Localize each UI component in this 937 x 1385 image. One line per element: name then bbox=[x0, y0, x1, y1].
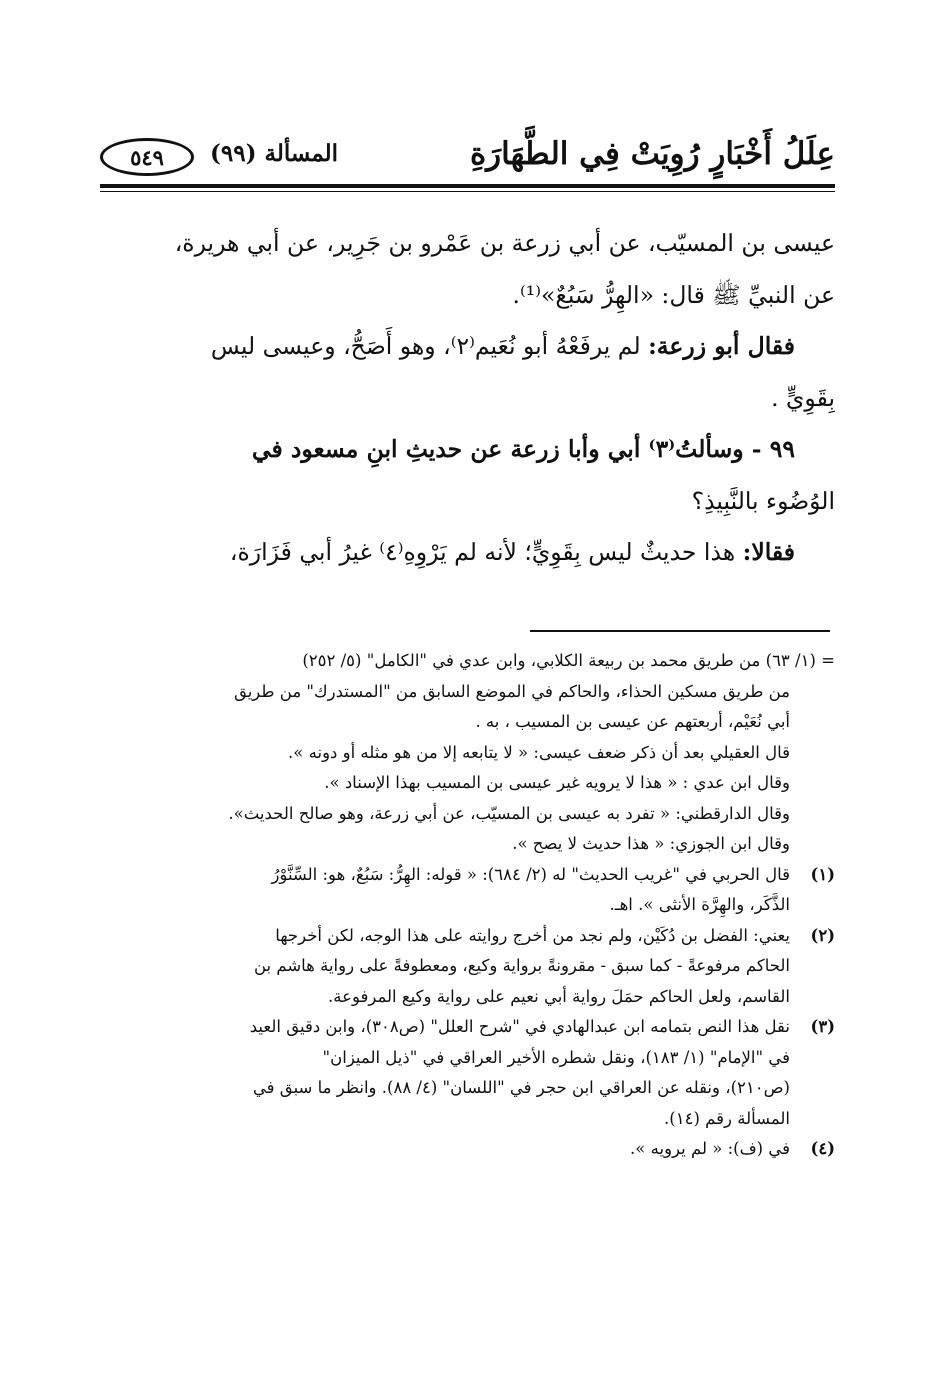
footnote-continuation-line: من طريق مسكين الحذاء، والحاكم في الموضع السابق من "المستدرك" من طريق bbox=[233, 681, 790, 701]
main-line: بِقَوِيٍّ . bbox=[771, 383, 835, 412]
footnote-continuation-line: وقال الدارقطني: « تفرد به عيسى بن المسيّب، عن أبي زرعة، وهو صالح الحديث». bbox=[228, 803, 790, 823]
question-99-continuation: الوُضُوء بالنَّبِيذِ؟ bbox=[691, 486, 835, 515]
page-number: ٥٤٩ bbox=[130, 144, 164, 170]
footnote-number: (٣) bbox=[810, 1017, 835, 1036]
footnote-number: (٤) bbox=[810, 1139, 835, 1158]
main-line: عن النبيِّ ﷺ قال: «الهِرُّ سَبُعٌ»⁽¹⁾. bbox=[512, 280, 835, 309]
footnote-continuation-line: = (١/ ٦٣) من طريق محمد بن ربيعة الكلابي، وابن عدي في "الكامل" (٥/ ٢٥٢) bbox=[302, 651, 835, 670]
footnote-number: (٢) bbox=[810, 925, 835, 945]
footnote-text: الذَّكَر، والهِرَّة الأنثى ». اهـ. bbox=[609, 895, 790, 914]
footnote-text: في (ف): « لم يرويه ». bbox=[630, 1139, 790, 1158]
main-text bbox=[110, 218, 835, 579]
footnote-3 bbox=[100, 1012, 835, 1043]
page-header bbox=[100, 128, 835, 180]
answer-line bbox=[110, 527, 835, 579]
book-title: عِلَلُ أَخْبَارٍ رُوِيَتْ فِي الطَّهَارَةِ bbox=[469, 136, 835, 172]
footnote-continuation-line: وقال ابن الجوزي: « هذا حديث لا يصح ». bbox=[512, 834, 790, 853]
main-line: عيسى بن المسيّب، عن أبي زرعة بن عَمْرو بن جَرِير، عن أبي هريرة، bbox=[174, 229, 835, 257]
footnote-text: الحاكم مرفوعةً - كما سبق - مقرونةً برواية وكيع، ومعطوفةً على رواية هاشم بن bbox=[253, 956, 790, 975]
statement-text: لم يرفَعْهُ أبو نُعَيم⁽٢⁾، وهو أَصَحُّ، وعيسى ليس bbox=[210, 332, 649, 360]
abu-zura-statement bbox=[110, 321, 835, 373]
issue-label: المسألة (٩٩) bbox=[210, 140, 339, 167]
footnote-1 bbox=[100, 860, 835, 891]
footnote-text: القاسم، ولعل الحاكم حمَلَ رواية أبي نعيم على رواية وكيع المرفوعة. bbox=[328, 986, 790, 1006]
footnote-text: يعني: الفضل بن دُكَيْن، ولم نجد من أخرج روايته على هذا الوجه، لكن أخرجها bbox=[275, 925, 790, 945]
header-rule-thick bbox=[100, 184, 835, 188]
footnote-text: في "الإمام" (١/ ١٨٣)، ونقل شطره الأخير العراقي في "ذيل الميزان" bbox=[322, 1047, 790, 1067]
footnote-2 bbox=[100, 921, 835, 952]
answer-text: هذا حديثٌ ليس بِقَوِيٍّ؛ لأنه لم يَرْوِهِ⁽٤⁾ غيرُ أبي فَزَارَة، bbox=[229, 538, 743, 566]
question-99-heading: ٩٩ - وسألتُ⁽٣⁾ أبي وأبا زرعة عن حديثِ ابنِ مسعود في bbox=[251, 435, 795, 463]
answer-label: فقالا: bbox=[742, 538, 795, 566]
footnote-text: (ص٢١٠)، ونقله عن العراقي ابن حجر في "اللسان" (٤/ ٨٨). وانظر ما سبق في bbox=[252, 1078, 790, 1097]
footnote-number: (١) bbox=[810, 864, 835, 884]
footnote-text: نقل هذا النص بتمامه ابن عبدالهادي في "شرح العلل" (ص٣٠٨)، وابن دقيق العيد bbox=[249, 1017, 790, 1036]
footnote-continuation-line: وقال ابن عدي : « هذا لا يرويه غير عيسى بن المسيب بهذا الإسناد ». bbox=[324, 773, 790, 792]
footnotes bbox=[100, 646, 835, 1165]
footnote-text: قال الحربي في "غريب الحديث" له (٢/ ٦٨٤): « قوله: الهِرُّ: سَبُعٌ، هو: السِّنَّوْرُ bbox=[271, 864, 790, 884]
footnote-continuation-line: قال العقيلي بعد أن ذكر ضعف عيسى: « لا يتابعه إلا من هو مثله أو دونه ». bbox=[288, 742, 790, 762]
header-rule-thin bbox=[100, 191, 835, 192]
speaker-label: فقال أبو زرعة: bbox=[648, 332, 795, 360]
footnote-text: المسألة رقم (١٤). bbox=[664, 1108, 790, 1128]
footnote-continuation-line: أبي نُعَيْم، أربعتهم عن عيسى بن المسيب ، به . bbox=[475, 712, 790, 731]
page-number-badge bbox=[100, 138, 194, 176]
footnote-4 bbox=[100, 1134, 835, 1165]
footnote-separator bbox=[530, 630, 830, 632]
